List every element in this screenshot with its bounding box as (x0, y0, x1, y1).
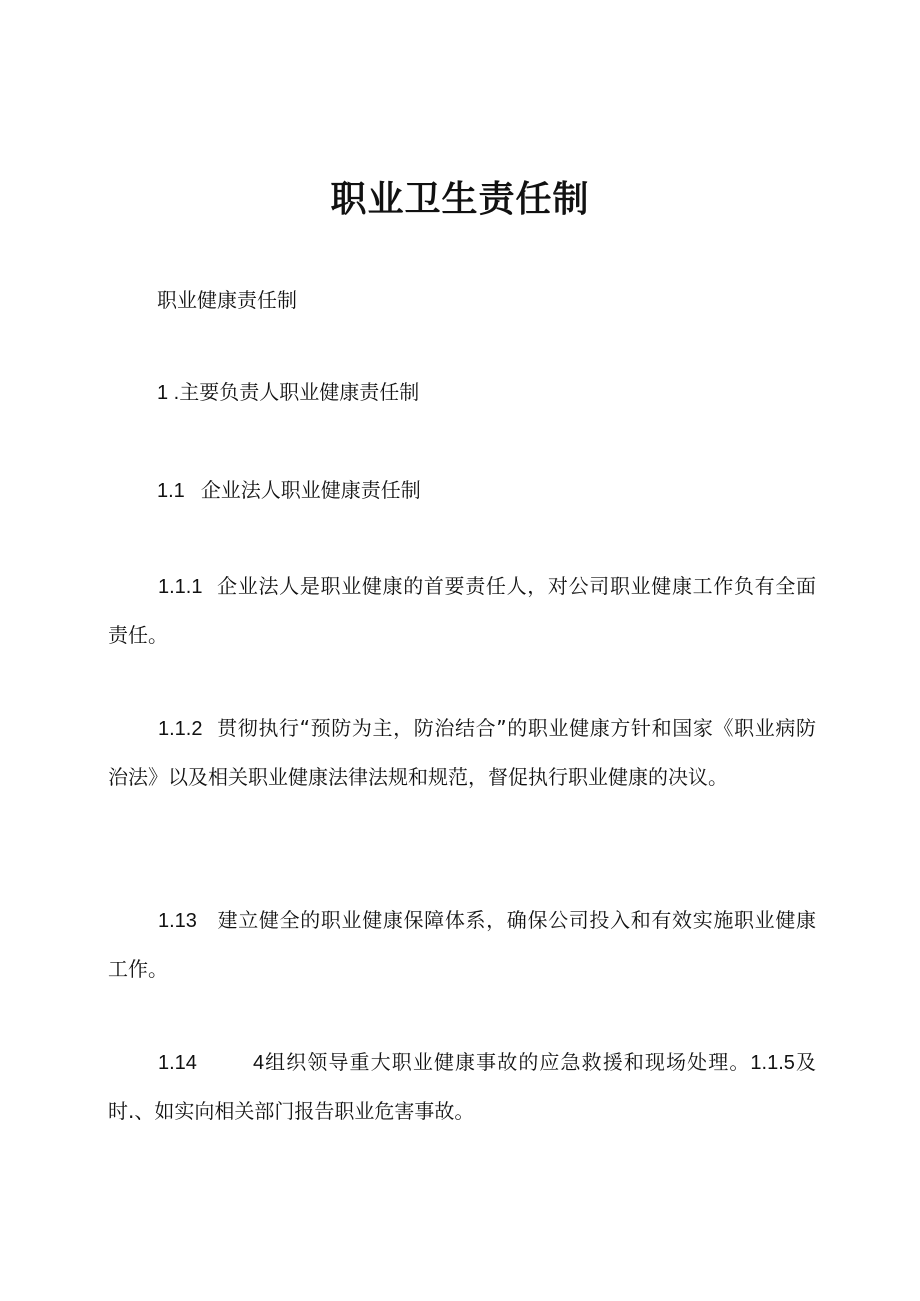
section-1-heading (157, 378, 419, 407)
paragraph-1-1-2 (108, 704, 816, 801)
section-text: 企业法人职业健康责任制 (200, 478, 421, 502)
paragraph-text: 贯彻执行“预防为主，防治结合”的职业健康方针和国家《职业病防治法》以及相关职业健康法律法规和规范，督促执行职业健康的决议。 (108, 716, 816, 789)
section-1-1-heading (157, 476, 421, 505)
document-title: 职业卫生责任制 (330, 179, 590, 220)
paragraph-1-1-1 (108, 562, 816, 659)
section-number: 1.1.1 (158, 576, 203, 598)
section-number: 1.1.2 (158, 718, 203, 740)
section-number: 1.1 (157, 480, 185, 502)
section-number-extra: 4 (252, 1052, 265, 1074)
section-number-1-1-5: 1.1.5 (750, 1052, 795, 1074)
paragraph-text: 企业法人是职业健康的首要责任人，对公司职业健康工作负有全面责任。 (108, 574, 816, 647)
section-number: 1 . (157, 382, 180, 404)
section-number: 1.14 (158, 1052, 197, 1074)
section-text: 主要负责人职业健康责任制 (179, 380, 420, 404)
paragraph-text-continued: 及时.、如实向相关部门报告职业危害事故。 (108, 1050, 817, 1123)
section-number: 1.13 (158, 910, 197, 932)
paragraph-text: 组织领导重大职业健康事故的应急救援和现场处理。 (264, 1050, 751, 1074)
paragraph-1-1-3 (108, 896, 816, 993)
paragraph-1-1-4 (108, 1038, 816, 1135)
paragraph-text: 建立健全的职业健康保障体系，确保公司投入和有效实施职业健康工作。 (108, 908, 816, 981)
document-subtitle: 职业健康责任制 (157, 288, 297, 312)
